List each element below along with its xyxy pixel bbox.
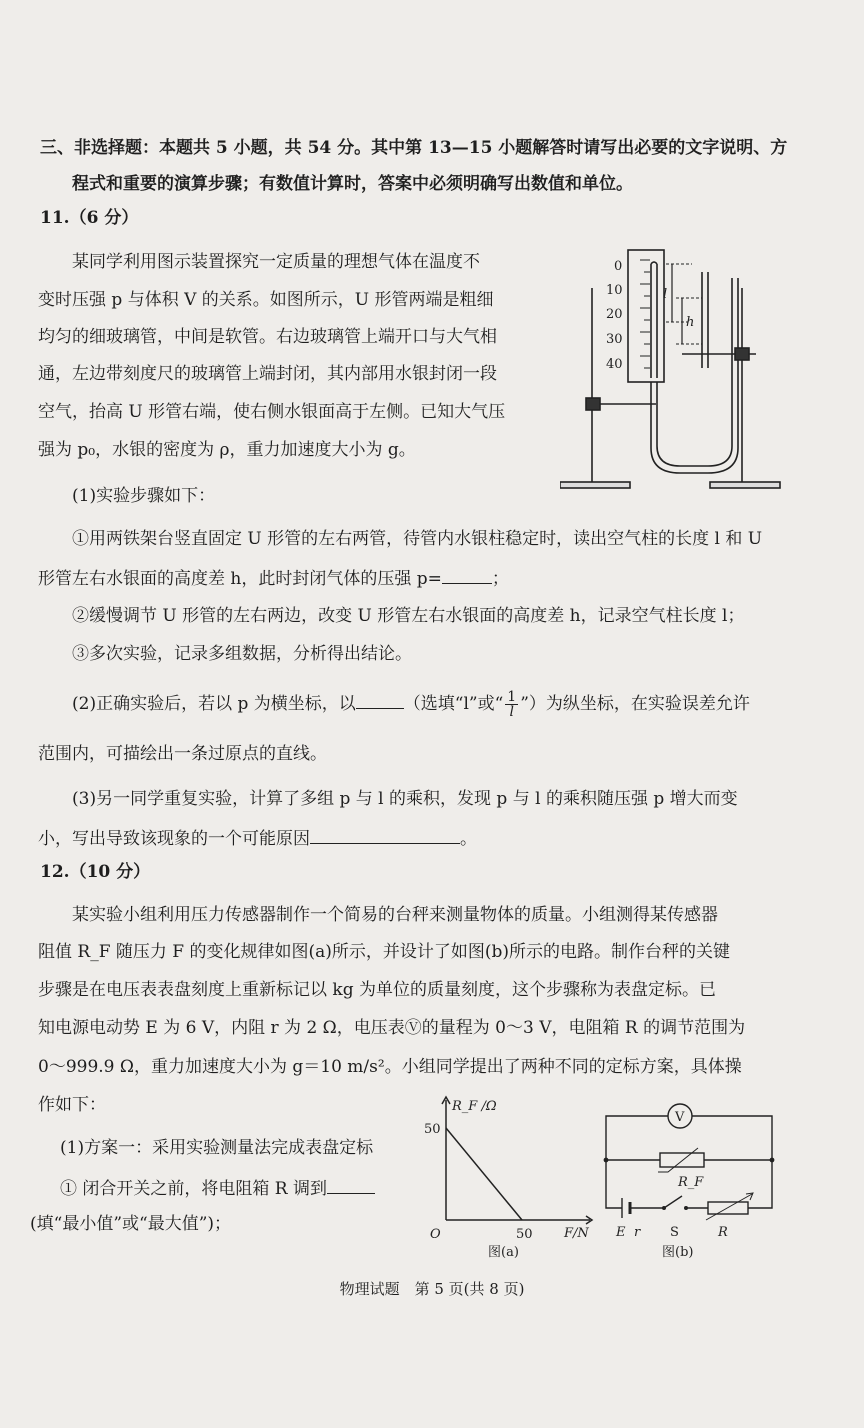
q11-intro-2: 变时压强 p 与体积 V 的关系。如图所示，U 形管两端是粗细 bbox=[38, 290, 494, 310]
q11-part2-c: ”）为纵坐标，在实验误差允许 bbox=[520, 694, 750, 714]
origin-label: O bbox=[430, 1227, 441, 1242]
scale-tick-20: 20 bbox=[606, 307, 623, 322]
rf-label: R_F bbox=[678, 1175, 704, 1190]
q12-intro-1: 某实验小组利用压力传感器制作一个简易的台秤来测量物体的质量。小组测得某传感器 bbox=[72, 905, 718, 925]
q11-intro-3: 均匀的细玻璃管，中间是软管。右边玻璃管上端开口与大气相 bbox=[38, 327, 497, 347]
q12-intro-4: 知电源电动势 E 为 6 V，内阻 r 为 2 Ω，电压表Ⓥ的量程为 0～3 V，电阻箱 R 的调节范围为 bbox=[38, 1018, 746, 1038]
switch-label: S bbox=[670, 1225, 679, 1240]
emf-label: E bbox=[616, 1225, 626, 1240]
circuit-b-diagram bbox=[600, 1096, 780, 1261]
q11-intro-6: 强为 p₀，水银的密度为 ρ，重力加速度大小为 g。 bbox=[38, 440, 416, 460]
q11-header: 11.（6 分） bbox=[40, 208, 139, 228]
q11-step3: ③多次实验，记录多组数据，分析得出结论。 bbox=[72, 644, 412, 664]
graph-a-rf-vs-f bbox=[420, 1092, 600, 1262]
u-tube-apparatus-figure bbox=[560, 248, 785, 493]
q12-step1-a bbox=[60, 1175, 375, 1201]
switch-s bbox=[664, 1196, 682, 1208]
fraction-numerator: 1 bbox=[507, 689, 517, 705]
data-line-series bbox=[446, 1128, 522, 1220]
q11-part3-b: 小，写出导致该现象的一个可能原因 bbox=[38, 829, 310, 849]
circuit-b-caption: 图(b) bbox=[662, 1245, 694, 1260]
q11-step1-a: ①用两铁架台竖直固定 U 形管的左右两管，待管内水银柱稳定时，读出空气柱的长度 l 和 U bbox=[72, 529, 763, 549]
q11-part3-line1: (3)另一同学重复实验，计算了多组 p 与 l 的乘积，发现 p 与 l 的乘积随压强 p 增大而变 bbox=[72, 789, 738, 809]
x-axis-label: F/N bbox=[564, 1226, 589, 1241]
voltmeter-label: V bbox=[675, 1110, 685, 1125]
q11-step1-b-end: ； bbox=[491, 569, 509, 589]
y-tick-label: 50 bbox=[424, 1122, 441, 1137]
fraction-denominator: l bbox=[509, 704, 514, 720]
q11-step2: ②缓慢调节 U 形管的左右两边，改变 U 形管左右水银面的高度差 h，记录空气柱长度 l； bbox=[72, 606, 745, 626]
y-axis-label: R_F /Ω bbox=[452, 1099, 497, 1114]
q12-intro-2: 阻值 R_F 随压力 F 的变化规律如图(a)所示，并设计了如图(b)所示的电路。制作台秤的关键 bbox=[38, 942, 731, 962]
q11-part1-head: (1)实验步骤如下： bbox=[72, 486, 216, 506]
q12-part1-head: (1)方案一：采用实验测量法完成表盘定标 bbox=[60, 1138, 374, 1158]
internal-r-label: r bbox=[634, 1225, 641, 1240]
q11-part3-end: 。 bbox=[460, 829, 477, 849]
resistor-box-label: R bbox=[718, 1225, 728, 1240]
q12-intro-6: 作如下： bbox=[38, 1095, 106, 1115]
q12-intro-5: 0～999.9 Ω，重力加速度大小为 g＝10 m/s²。小组同学提出了两种不同的定标方案，具体操 bbox=[38, 1057, 742, 1077]
x-tick-label: 50 bbox=[516, 1227, 533, 1242]
section-header-line2: 程式和重要的演算步骤；有数值计算时，答案中必须明确写出数值和单位。 bbox=[72, 174, 633, 194]
answer-blank-ordinate[interactable] bbox=[356, 690, 404, 709]
answer-blank-resistor-setting[interactable] bbox=[327, 1175, 375, 1194]
page-footer: 物理试题 第 5 页(共 8 页) bbox=[339, 1280, 525, 1298]
pressure-sensor-rf bbox=[660, 1153, 704, 1167]
q11-step1-b-text: 形管左右水银面的高度差 h，此时封闭气体的压强 p= bbox=[38, 569, 442, 589]
answer-blank-pressure[interactable] bbox=[442, 565, 492, 584]
q11-part3-line2 bbox=[38, 825, 477, 851]
scale-tick-40: 40 bbox=[606, 357, 623, 372]
q12-step1-a-text: ① 闭合开关之前，将电阻箱 R 调到 bbox=[60, 1179, 328, 1199]
l-label: l bbox=[663, 287, 668, 302]
h-label: h bbox=[686, 315, 695, 330]
q11-part2-line1 bbox=[72, 690, 750, 719]
scale-board bbox=[628, 250, 664, 382]
q11-intro-5: 空气，抬高 U 形管右端，使右侧水银面高于左侧。已知大气压 bbox=[38, 402, 506, 422]
scale-tick-10: 10 bbox=[606, 283, 623, 298]
q11-intro-1: 某同学利用图示装置探究一定质量的理想气体在温度不 bbox=[72, 252, 480, 272]
q11-step1-b bbox=[38, 565, 509, 591]
q12-intro-3: 步骤是在电压表表盘刻度上重新标记以 kg 为单位的质量刻度，这个步骤称为表盘定标。已 bbox=[38, 980, 716, 1000]
q11-part2-b: （选填“l”或“ bbox=[403, 694, 504, 714]
answer-blank-reason[interactable] bbox=[310, 825, 460, 844]
fraction-1-over-l bbox=[505, 690, 518, 719]
q11-part2-a: (2)正确实验后，若以 p 为横坐标，以 bbox=[72, 694, 356, 714]
scale-tick-30: 30 bbox=[606, 332, 623, 347]
graph-a-caption: 图(a) bbox=[488, 1245, 519, 1260]
section-header-line1: 三、非选择题：本题共 5 小题，共 54 分。其中第 13—15 小题解答时请写出必要的文字说明、方 bbox=[40, 138, 788, 158]
q12-header: 12.（10 分） bbox=[40, 862, 151, 882]
q11-intro-4: 通，左边带刻度尺的玻璃管上端封闭，其内部用水银封闭一段 bbox=[38, 364, 497, 384]
q11-part2-line2: 范围内，可描绘出一条过原点的直线。 bbox=[38, 744, 327, 764]
q12-step1-b: (填“最小值”或“最大值”)； bbox=[30, 1214, 232, 1234]
scale-tick-0: 0 bbox=[614, 259, 623, 274]
